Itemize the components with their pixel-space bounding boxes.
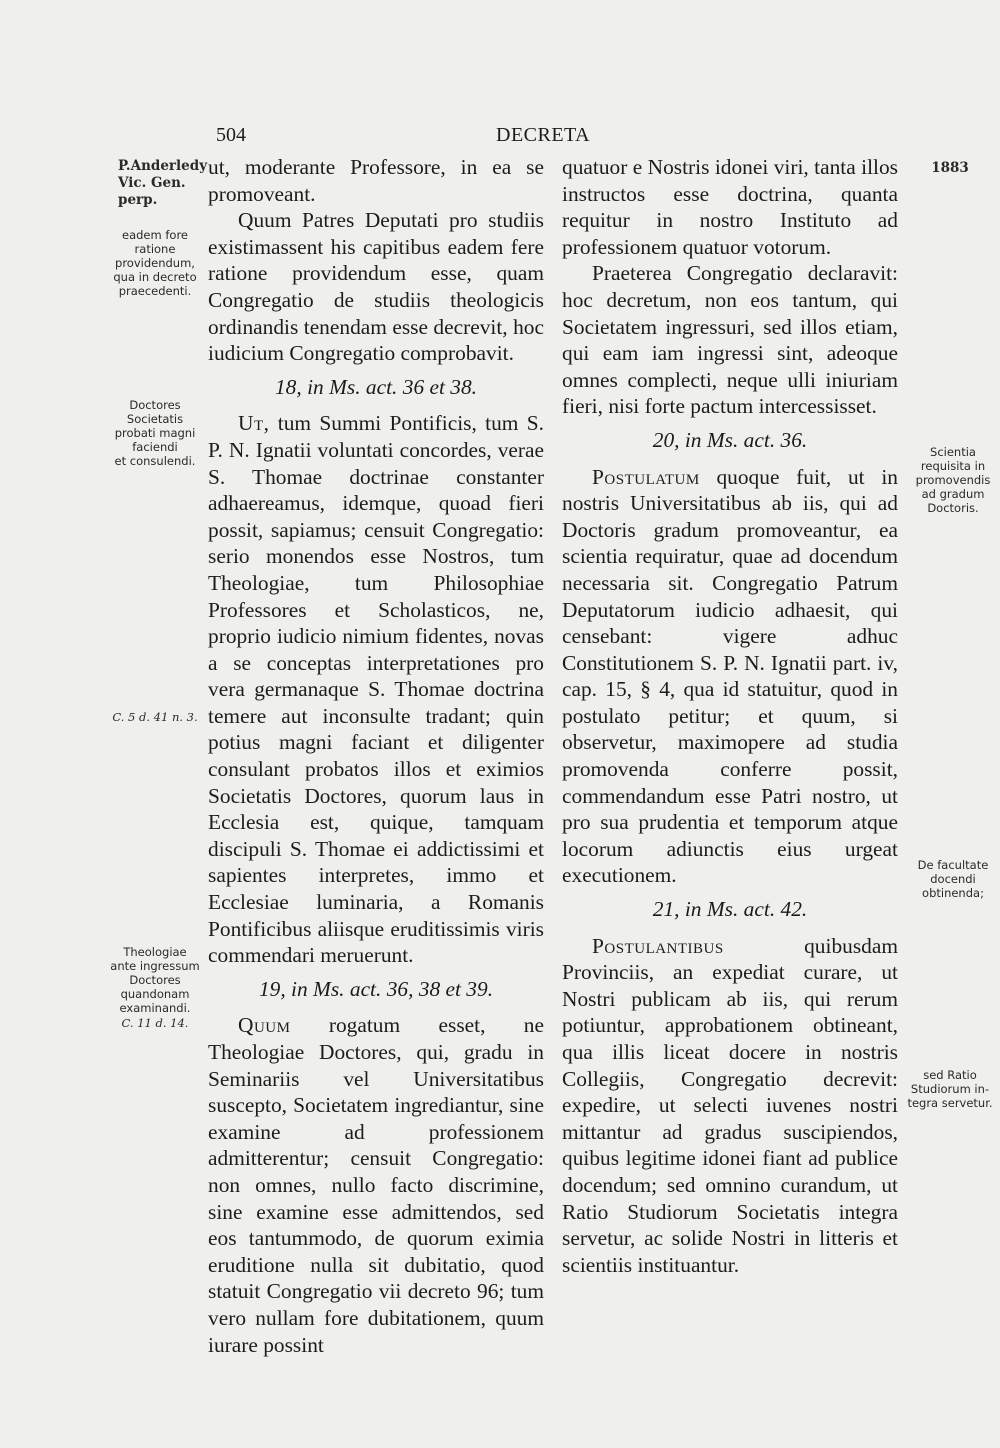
paragraph: Praeterea Congregatio declaravit: hoc decretum, non eos tantum, qui Societatem ingressuri, sed illos etiam, qui eam iam ingressi sint, adeoque omnes complecti, neque ulli iniuriam fieri, nisi forte pactum intercessisset. [562,261,898,419]
initial-word: Postulatum [592,464,700,489]
decree-heading-20 [562,427,898,454]
right-column [562,154,898,1278]
decree-heading-21 [562,896,898,923]
margin-note-3: C. 5 d. 41 n. 3. [112,710,198,724]
decree-heading-19 [208,976,544,1003]
paragraph [208,1012,544,1358]
decree-reference: in Ms. act. 42. [684,897,808,922]
margin-note-5: C. 11 d. 14. [121,1016,189,1030]
margin-note-right-1: Scientia requisita in promovendis ad gradum Doctoris. [915,445,991,515]
initial-word: Postulantibus [592,933,724,958]
margin-note-2: Doctores Societatis probati magni faciendi et consulendi. [114,398,196,468]
running-title: DECRETA [496,124,591,146]
paragraph [208,410,544,968]
decree-reference: in Ms. act. 36. [684,427,808,452]
initial-word: Ut, [238,411,270,436]
margin-author: P.Anderledy Vic. Gen. perp. [118,158,208,208]
decree-reference: in Ms. act. 36, 38 et 39. [291,976,494,1001]
margin-note-right-2: De facultate docendi obtinenda; [917,858,989,900]
paragraph: ut, moderante Professore, in ea se promoveant. [208,155,544,206]
page-number: 504 [216,124,246,146]
margin-note-1: eadem fore ratione providendum, qua in decreto praecedenti. [113,228,197,298]
decree-number: 19, [258,976,286,1001]
margin-note-right-3: sed Ratio Studiorum in- tegra servetur. [907,1068,993,1110]
initial-word: Quum [238,1013,291,1038]
paragraph: Quum Patres Deputati pro studiis existimassent his capitibus eadem fere ratione providendum esse, quam Congregatio de studiis theologicis ordinandis tenendam esse decrevit, hoc iudicium Congregatio comprobavit. [208,208,544,366]
paragraph-text: tum Summi Pontificis, tum S. P. N. Ignatii voluntati concordes, verae S. Thomae doctrinae constanter adhaereamus, idemque, quoad fieri possit, sapiamus; censuit Congregatio: serio monendos esse Nostros, tum Theologiae, tum Philosophiae Professores et Scholasticos, ne, proprio iudicio nimium fidentes, novas a se conceptas interpretationes pro vera germanaque S. Thomae doctrina temere aut inconsulte tradant; quin potius magni faciant et diligenter consulant probatos illos et eximios Societatis Doctores, quorum laus in Ecclesia est, quique, tamquam discipuli S. Thomae ei addictissimi et sapientes interpretes, immo et Ecclesiae luminaria, a Romanis Pontificibus aliisque eruditissimis viris commendari meruerunt. [208,411,544,968]
paragraph [562,464,898,890]
decree-number: 18, [274,374,302,399]
decree-number: 20, [652,427,680,452]
paragraph: quatuor e Nostris idonei viri, tanta illos instructos esse doctrina, quanta requitur in nostro Instituto ad professionem quatuor votorum. [562,155,898,259]
paragraph-text: rogatum esset, ne Theologiae Doctores, qui, gradu in Seminariis vel Universitatibus suscepto, Societatem ingrediantur, sine examine ad professionem admitterentur; censuit Congregatio: non omnes, nullo facto discrimine, sine examine esse admittendos, sed eos tantummodo, de quorum eximia eruditione nulla sit dubitatio, quod statuit Congregatio vii decreto 96; tum vero nullam fore dubitationem, quum iurare possint [208,1013,544,1357]
paragraph-text: quoque fuit, ut in nostris Universitatibus ab iis, qui ad Doctoris gradum promoveantur, ea scientia requiratur, quae ad docendum necessaria sit. Congregatio Patrum Deputatorum iudicio adhaesit, qui censebant: vigere adhuc Constitutionem S. P. N. Ignatii part. iv, cap. 15, § 4, qua id statuitur, quod in postulato petitur; et quum, si observetur, maximopere ad studia promovenda conferre possit, commendandum esse Patri nostro, ut pro sua prudentia et temporum atque locorum adiunctis eius urgeat executionem. [562,464,898,888]
decree-reference: in Ms. act. 36 et 38. [307,374,478,399]
margin-note-4: Theologiae ante ingressum Doctores quandonam examinandi. [110,945,200,1015]
left-column [208,154,544,1358]
decree-heading-18 [208,374,544,401]
paragraph [562,933,898,1279]
decree-number: 21, [652,897,680,922]
paragraph-text: quibusdam Provinciis, an expediat curare, ut Nostri publicam ab iis, qui rerum potiuntur, approbationem obtineant, qua illis liceat docere in nostris Collegiis, Congregatio decrevit: expedire, ut selecti iuvenes nostri mittantur ad gradus suscipiendos, quibus legitime idonei fiant ad publice docendum; sed omnino curandum, ut Ratio Studiorum Societatis integra servetur, ac solide Nostri in litteris et scientiis instituantur. [562,933,898,1277]
margin-year: 1883 [931,160,969,176]
